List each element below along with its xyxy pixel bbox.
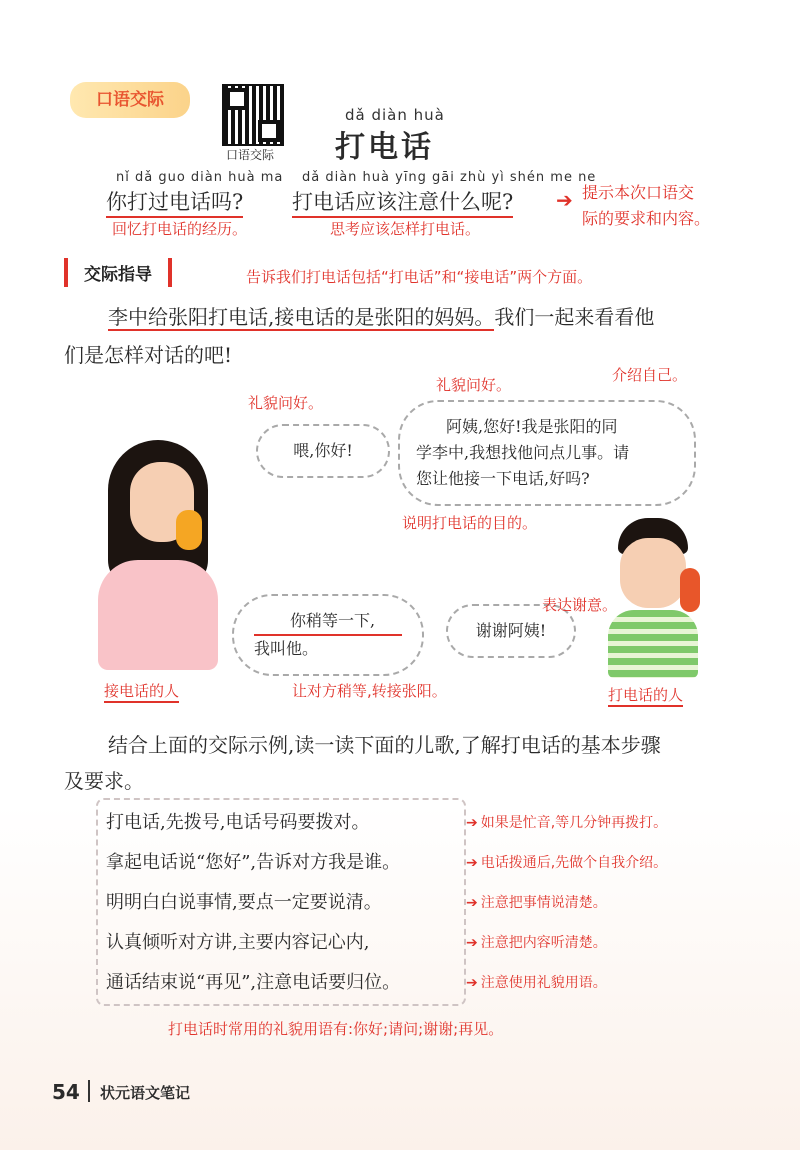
intro-paragraph-cont: 们是怎样对话的吧! xyxy=(64,343,233,367)
arrow-right-icon: ➔ xyxy=(466,815,478,831)
qr-caption: 口语交际 xyxy=(226,148,275,162)
rhyme-line-3: 明明白白说事情,要点一定要说清。 xyxy=(106,892,382,913)
girl-illustration xyxy=(98,440,228,680)
question-2-pinyin: dǎ diàn huà yīng gāi zhù yì shén me ne xyxy=(302,170,597,185)
label-receiver: 接电话的人 xyxy=(104,680,179,703)
page-number: 54 xyxy=(52,1080,80,1104)
page-title: 打电话 xyxy=(335,130,434,165)
steps-intro: 结合上面的交际示例,读一读下面的儿歌,了解打电话的基本步骤 xyxy=(108,733,661,757)
rhyme-note-3: ➔ 注意把事情说清楚。 xyxy=(466,895,607,911)
arrow-right-icon: ➔ xyxy=(556,188,573,212)
note-polite-left: 礼貌问好。 xyxy=(248,394,324,412)
note-introduce-self: 介绍自己。 xyxy=(612,366,688,384)
rhyme-note-5: ➔ 注意使用礼貌用语。 xyxy=(466,975,607,991)
section-heading: 交际指导 xyxy=(64,258,172,287)
rhyme-line-4: 认真倾听对方讲,主要内容记心内, xyxy=(106,932,370,953)
intro-paragraph: 李中给张阳打电话,接电话的是张阳的妈妈。我们一起来看看他 xyxy=(108,305,655,329)
label-caller: 打电话的人 xyxy=(608,684,683,707)
rhyme-note-2: ➔ 电话拨通后,先做个自我介绍。 xyxy=(466,855,668,871)
bubble-caller-greeting: 阿姨,您好!我是张阳的同 学李中,我想找他问点儿事。请 您让他接一下电话,好吗? xyxy=(398,400,696,506)
note-polite-right: 礼貌问好。 xyxy=(436,376,512,394)
arrow-right-icon: ➔ xyxy=(466,935,478,951)
bubble-wait: 你稍等一下, 我叫他。 xyxy=(232,594,424,676)
footer-divider xyxy=(88,1080,90,1102)
bottom-note: 打电话时常用的礼貌用语有:你好;请问;谢谢;再见。 xyxy=(168,1020,504,1038)
question-1: 你打过电话吗? xyxy=(106,186,243,218)
steps-intro-cont: 及要求。 xyxy=(64,769,144,793)
top-note: 告诉我们打电话包括“打电话”和“接电话”两个方面。 xyxy=(246,268,593,286)
lesson-type-badge: 口语交际 xyxy=(70,82,190,118)
bubble-hello: 喂,你好! xyxy=(256,424,390,478)
rhyme-note-4: ➔ 注意把内容听清楚。 xyxy=(466,935,607,951)
bubble-thanks: 谢谢阿姨! xyxy=(446,604,576,658)
rhyme-line-5: 通话结束说“再见”,注意电话要归位。 xyxy=(106,972,401,993)
question-1-pinyin: nǐ dǎ guo diàn huà ma xyxy=(116,170,284,185)
arrow-right-icon: ➔ xyxy=(466,855,478,871)
note-transfer: 让对方稍等,转接张阳。 xyxy=(292,682,447,700)
title-pinyin: dǎ diàn huà xyxy=(345,106,445,124)
arrow-right-icon: ➔ xyxy=(466,975,478,991)
question-2-note: 思考应该怎样打电话。 xyxy=(330,220,481,238)
rhyme-line-1: 打电话,先拨号,电话号码要拨对。 xyxy=(106,812,370,833)
note-purpose: 说明打电话的目的。 xyxy=(402,514,538,532)
note-thanks: 表达谢意。 xyxy=(542,596,618,614)
arrow-right-icon: ➔ xyxy=(466,895,478,911)
side-note: 提示本次口语交 际的要求和内容。 xyxy=(582,183,711,228)
boy-illustration xyxy=(604,518,708,678)
question-2: 打电话应该注意什么呢? xyxy=(292,186,513,218)
rhyme-note-1: ➔ 如果是忙音,等几分钟再拨打。 xyxy=(466,815,668,831)
qr-code-icon[interactable] xyxy=(222,84,284,146)
rhyme-line-2: 拿起电话说“您好”,告诉对方我是谁。 xyxy=(106,852,401,873)
question-1-note: 回忆打电话的经历。 xyxy=(112,220,248,238)
book-title: 状元语文笔记 xyxy=(100,1084,191,1102)
